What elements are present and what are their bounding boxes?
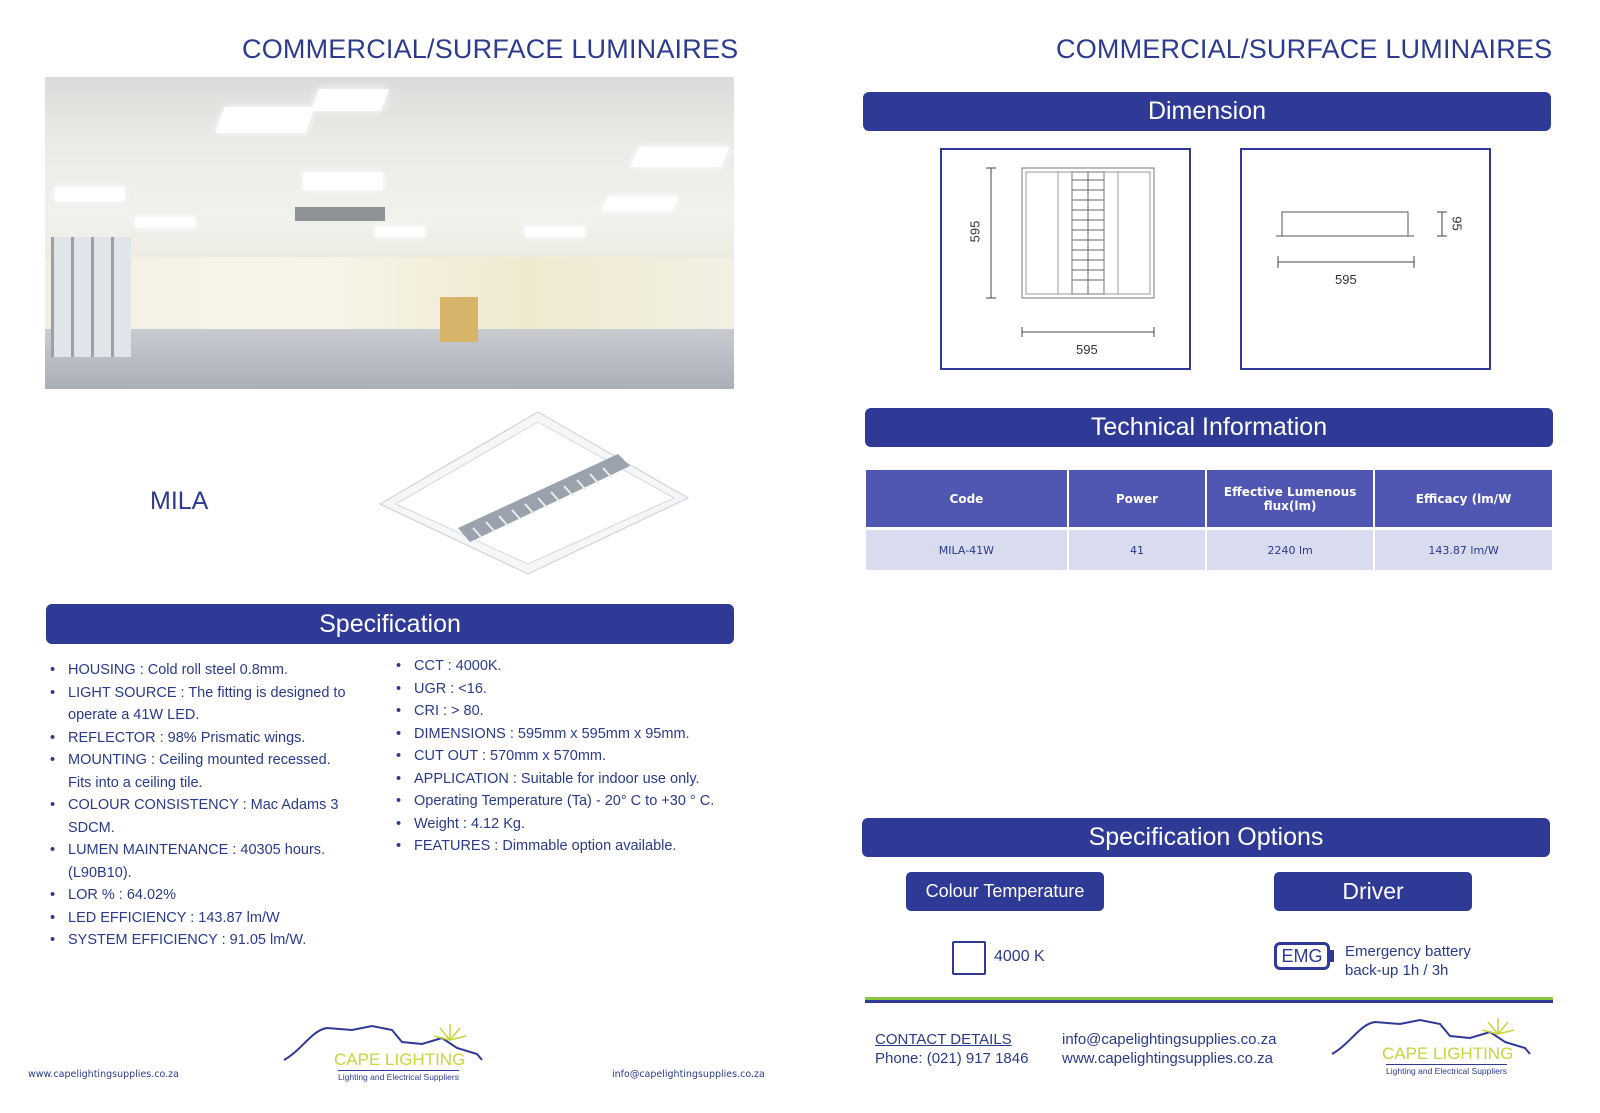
spec-item: • LOR % : 64.02%: [46, 884, 346, 907]
contact-heading: CONTACT DETAILS: [875, 1031, 1012, 1048]
spec-item: • LUMEN MAINTENANCE : 40305 hours. (L90B10).: [46, 839, 346, 884]
col-power: Power: [1068, 470, 1206, 529]
table-header-row: [866, 470, 1552, 529]
spec-item: • APPLICATION : Suitable for indoor use only.: [392, 768, 742, 791]
spec-item: • REFLECTOR : 98% Prismatic wings.: [46, 727, 346, 750]
spec-item: • CRI : > 80.: [392, 700, 742, 723]
technical-table: [866, 470, 1552, 570]
cell-power: 41: [1068, 529, 1206, 571]
product-name: MILA: [150, 487, 209, 515]
spec-item: • DIMENSIONS : 595mm x 595mm x 95mm.: [392, 723, 742, 746]
spec-item: • LIGHT SOURCE : The fitting is designed to operate a 41W LED.: [46, 682, 346, 727]
spec-item: • HOUSING : Cold roll steel 0.8mm.: [46, 659, 346, 682]
battery-terminal-icon: [1330, 950, 1334, 962]
footer-website: www.capelightingsupplies.co.za: [28, 1069, 179, 1080]
side-view-diagram: [1240, 148, 1491, 370]
technical-info-header: Technical Information: [865, 408, 1553, 447]
blue-divider: [865, 1000, 1553, 1003]
contact-links: [1062, 1030, 1277, 1068]
spec-item: • UGR : <16.: [392, 678, 742, 701]
colour-option-label: 4000 K: [994, 948, 1045, 965]
logo-name-right: CAPE LIGHTING: [1382, 1044, 1514, 1063]
col-efficacy: Efficacy (lm/W: [1374, 470, 1552, 529]
contact-email-link[interactable]: info@capelightingsupplies.co.za: [1062, 1031, 1277, 1048]
cell-efficacy: 143.87 lm/W: [1374, 529, 1552, 571]
emg-battery-icon: EMG: [1274, 942, 1330, 970]
contact-phone: Phone: (021) 917 1846: [875, 1050, 1029, 1067]
spec-item: • LED EFFICIENCY : 143.87 lm/W: [46, 907, 346, 930]
footer-email: info@capelightingsupplies.co.za: [612, 1069, 765, 1080]
spec-item: • FEATURES : Dimmable option available.: [392, 835, 742, 858]
front-height-label: 595: [967, 220, 983, 243]
driver-option-text: [1345, 942, 1471, 980]
spec-list-col2: [392, 655, 742, 858]
front-width-label: 595: [1076, 342, 1098, 357]
right-page-title: COMMERCIAL/SURFACE LUMINAIRES: [1056, 34, 1553, 64]
spec-item: • Weight : 4.12 Kg.: [392, 813, 742, 836]
logo-tagline-right: Lighting and Electrical Suppliers: [1386, 1066, 1507, 1076]
driver-label: Driver: [1274, 872, 1472, 911]
cell-code: MILA-41W: [866, 529, 1068, 571]
driver-option-line2: back-up 1h / 3h: [1345, 962, 1449, 979]
spec-options-header: Specification Options: [862, 818, 1550, 857]
col-code: Code: [866, 470, 1068, 529]
driver-option-line1: Emergency battery: [1345, 943, 1471, 960]
side-width-label: 595: [1335, 272, 1357, 287]
side-height-label: 95: [1449, 216, 1465, 231]
spec-item: • MOUNTING : Ceiling mounted recessed. Fits into a ceiling tile.: [46, 749, 346, 794]
dimension-header: Dimension: [863, 92, 1551, 131]
office-photo: [45, 77, 734, 389]
logo-tagline-left: Lighting and Electrical Suppliers: [338, 1072, 459, 1082]
spec-list-col1: [46, 659, 346, 952]
cell-lumen: 2240 lm: [1206, 529, 1374, 571]
contact-block: [875, 1030, 1028, 1068]
colour-4000k-checkbox[interactable]: [952, 941, 986, 975]
spec-item: • SYSTEM EFFICIENCY : 91.05 lm/W.: [46, 929, 346, 952]
col-lumen: Effective Lumenous flux(lm): [1206, 470, 1374, 529]
cape-lighting-logo-left: [282, 1020, 492, 1090]
left-page-title: COMMERCIAL/SURFACE LUMINAIRES: [242, 34, 739, 64]
specification-header: Specification: [46, 604, 734, 644]
colour-temperature-label: Colour Temperature: [906, 872, 1104, 911]
luminaire-product-image: [378, 408, 690, 578]
spec-item: • CUT OUT : 570mm x 570mm.: [392, 745, 742, 768]
contact-website-link[interactable]: www.capelightingsupplies.co.za: [1062, 1050, 1273, 1067]
front-view-diagram: [940, 148, 1191, 370]
logo-name-left: CAPE LIGHTING: [334, 1050, 466, 1069]
spec-item: • CCT : 4000K.: [392, 655, 742, 678]
table-row: [866, 529, 1552, 571]
cape-lighting-logo-right: [1330, 1014, 1540, 1084]
spec-item: • Operating Temperature (Ta) - 20° C to +30 ° C.: [392, 790, 742, 813]
spec-item: • COLOUR CONSISTENCY : Mac Adams 3 SDCM.: [46, 794, 346, 839]
